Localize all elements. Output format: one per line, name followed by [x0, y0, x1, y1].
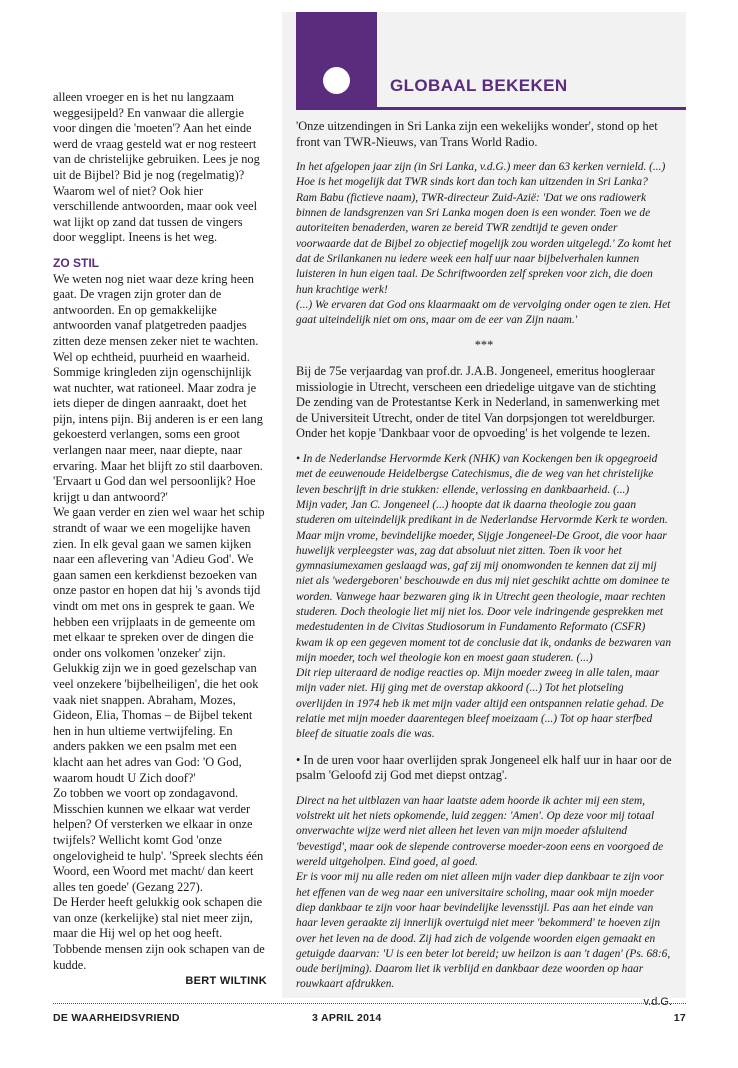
- quote-paragraph: Ram Babu (fictieve naam), TWR-directeur Zuid-Azië: 'Dat we ons radiowerk binnen de landsgrenzen van Sri Lanka mogen doen is een wonder. Toen we de autoriteiten benaderden, waren ze bereid TWR zendtijd te geven onder voorwaarde dat de Bijbel zo objectief mogelijk zou worden uitgelegd.' Zo komt het dat de Srilankanen nu iedere week een half uur naar bijbelverhalen kunnen luisteren in hun eigen taal. De Schriftwoorden zelf spreken voor zich, die doen hun krachtige werk!: [296, 191, 672, 296]
- quote-paragraph: Mijn vader, Jan C. Jongeneel (...) hoopte dat ik daarna theologie zou gaan studeren om uiteindelijk predikant in de Nederlandse Hervormde Kerk te worden. Maar mijn vrome, bevindelijke moeder, Sijgje Jongeneel-De Groot, die voor haar huwelijk verpleegster was, zag dat absoluut niet zitten. Toen ik voor het gymnasiumexamen geslaagd was, gaf zij mij onomwonden te kennen dat zij mij niet als 'wedergeboren' beschouwde en dus mij niet geschikt achtte om dominee te worden. Vanwege haar bezwaren ging ik in Utrecht geen theologie, maar rechten studeren. Doch theologie liet mij niet los. Door vele indringende gesprekken met medestudenten in de Civitas Studiosorum in Fundamento Reformato (CSFR) kwam ik op een gegeven moment tot de conclusie dat ik, ondanks de bezwaren van mijn moeder, toch wel theologie kon en moest gaan studeren. (...): [296, 498, 672, 664]
- body-paragraph: Zo tobben we voort op zondagavond. Misschien kunnen we elkaar wat verder helpen? Of versterken we elkaar in onze twijfels? Wellicht komt God 'onze ongelovigheid te hulp'. 'Spreek slechts één Woord, een Woord met macht/ dan keert alles ten goede' (Gezang 227).: [53, 786, 264, 894]
- quote-paragraph: In het afgelopen jaar zijn (in Sri Lanka, v.d.G.) meer dan 63 kerken vernield. (...) Hoe is het mogelijk dat TWR sinds kort dan toch kan uitzenden in Sri Lanka?: [296, 161, 666, 189]
- body-paragraph: De Herder heeft gelukkig ook schapen die van onze (kerkelijke) stal niet meer zijn, maar die Hij wel op het oog heeft. Tobbende mensen zijn ook schapen van de kudde.: [53, 895, 265, 972]
- box-intro: 'Onze uitzendingen in Sri Lanka zijn een wekelijks wonder', stond op het front van TWR-Nieuws, van Trans World Radio.: [296, 119, 658, 149]
- quote-paragraph: Dit riep uiteraard de nodige reacties op. Mijn moeder zweeg in alle talen, maar mijn vader niet. Hij ging met de overstap akkoord (...) Tot het plotseling overlijden in 1974 heb ik met mijn vader altijd een ontspannen relatie gehad. De relatie met mijn moeder daarentegen bleef moeizaam (...) Tot op haar sterfbed bleef de situatie zoals die was.: [296, 667, 664, 741]
- section-logo: [296, 12, 377, 107]
- circle-icon: [323, 67, 350, 94]
- intro-paragraph: alleen vroeger en is het nu langzaam weggesijpeld? En vanwaar die allergie voor dingen die 'moeten'? Aan het einde werd de vraag gesteld wat er nog resteert van de christelijke gebruiken. Lees je nog uit de Bijbel? Bid je nog (regelmatig)? Waarom wel of niet? Ook hier verschillende antwoorden, maar ook veel wat lijkt op zand dat tussen de vingers door wegglipt. Ineens is het weg.: [53, 90, 260, 245]
- issue-date: 3 APRIL 2014: [312, 1012, 382, 1024]
- body-paragraph: We weten nog niet waar deze kring heen gaat. De vragen zijn groter dan de antwoorden. En op gemakkelijke antwoorden vanaf platgetreden paadjes zitten deze mensen zeker niet te wachten. Wel op echtheid, puurheid en waarheid. Sommige kringleden zijn ogenschijnlijk wat nuchter, wat rationeel. Maar zodra je iets dieper de dingen aanraakt, doet het pijn, intens pijn. Bij anderen is er een lang gekoesterd verlangen, soms een groot verlangen naar meer, naar diepte, naar ervaring. Maar het blijft zo stil daarboven. 'Ervaart u God dan wel persoonlijk? Hoe krijgt u dan antwoord?': [53, 271, 263, 504]
- body-paragraph: We gaan verder en zien wel waar het schip strandt of waar we een mogelijke haven zien. In elk geval gaan we samen kijken naar een aflevering van 'Adieu God'. We gaan samen een kerkdienst bezoeken van onze pastor en hopen dat hij 's avonds tijd vindt om met ons in gesprek te gaan. We hebben een vrijplaats in de gemeente om met elkaar te spreken over de dingen die onder ons volkomen 'onzeker' zijn.: [53, 505, 265, 660]
- quote-paragraph: Direct na het uitblazen van haar laatste adem hoorde ik achter mij een stem, volstrekt uit het niets opkomende, luid zeggen: 'Amen'. Op deze voor mij totaal onverwachte wijze werd niet alleen het leven van mijn moeder afsluitend 'bevestigd', maar ook de slepende controverse moeder-zoon eens en voorgoed de wereld uitgeholpen. Eind goed, al goed.: [296, 794, 664, 869]
- separator: ***: [474, 338, 494, 353]
- box-paragraph: Bij de 75e verjaardag van prof.dr. J.A.B. Jongeneel, emeritus hoogleraar missiologie in Utrecht, verscheen een driedelige uitgave van de stichting De zending van de Protestantse Kerk in Nederland, in samenwerking met de Universiteit Utrecht, onder de titel Van dorpsjongen tot wereldburger. Onder het kopje 'Dankbaar voor de opvoeding' is het volgende te lezen.: [296, 364, 660, 441]
- box-content: [296, 119, 672, 1010]
- body-paragraph: Gelukkig zijn we in goed gezelschap van veel onzekere 'bijbelheiligen', die het ook vaak niet snappen. Abraham, Mozes, Gideon, Elia, Thomas – de Bijbel tekent hen in hun ultieme vertwijfeling. En anders pakken we een psalm met een klacht aan het adres van God: 'O God, waarom houdt U Zich doof?': [53, 661, 259, 785]
- signoff: v.d.G.: [643, 995, 672, 1008]
- quote-paragraph: Er is voor mij nu alle reden om niet alleen mijn vader diep dankbaar te zijn voor het effenen van de weg naar een universitaire scholing, maar ook mijn moeder diep dankbaar te zijn voor haar bevindelijke levensstijl. Pas aan het einde van haar leven geraakte zij innerlijk overtuigd niet meer 'bekommerd' te hoeven zijn over het leven na de dood. Zij had zich de volgende woorden eigen gemaakt en getuigde daarvan: 'U is een beter lot bereid; uw heilzon is aan 't dagen' (Ps. 68:6, oude berijming). Daarom liet ik verblijd en dankbaar deze woorden op haar rouwkaart afdrukken.: [296, 871, 671, 991]
- quote-paragraph: (...) We ervaren dat God ons klaarmaakt om de vervolging onder ogen te zien. Het gaat uiteindelijk niet om ons, maar om de eer van Zijn naam.': [296, 298, 671, 327]
- quote-paragraph: • In de Nederlandse Hervormde Kerk (NHK) van Kockengen ben ik opgegroeid met de eeuwenoude Heidelbergse Catechismus, die de weg van het christelijke leven beschrijft in drie stukken: ellende, verlossing en dankbaarheid. (...): [296, 453, 658, 496]
- title-rule: [296, 107, 686, 110]
- page-number: 17: [673, 1012, 686, 1024]
- box-title: GLOBAAL BEKEKEN: [390, 76, 568, 95]
- footer-divider: [53, 1003, 686, 1004]
- section-heading: ZO STIL: [53, 255, 99, 270]
- box-paragraph: • In de uren voor haar overlijden sprak Jongeneel elk half uur in haar oor de psalm 'Geloofd zij God met diepst ontzag'.: [296, 752, 672, 783]
- left-column: [53, 90, 267, 990]
- author-byline: BERT WILTINK: [185, 975, 267, 988]
- publication-name: DE WAARHEIDSVRIEND: [53, 1012, 180, 1024]
